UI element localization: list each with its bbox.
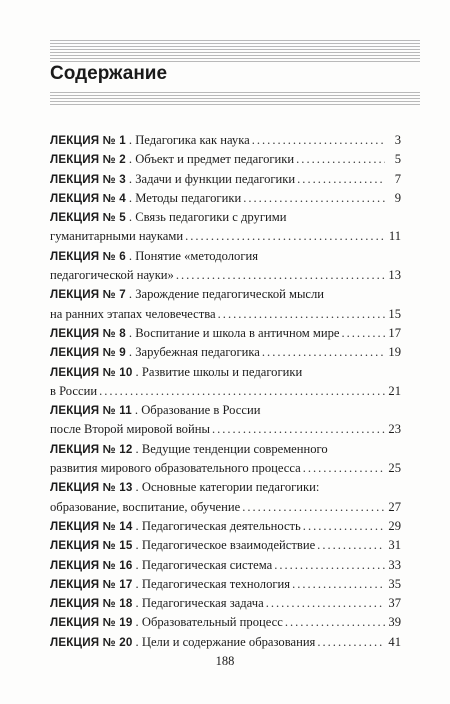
lecture-label: ЛЕКЦИЯ № 6 bbox=[50, 249, 126, 263]
toc-entry bbox=[50, 401, 401, 440]
toc-entry-line bbox=[50, 247, 401, 266]
toc-entry-line bbox=[50, 440, 401, 459]
toc-entry-line bbox=[50, 170, 401, 189]
toc-entry bbox=[50, 189, 401, 208]
lecture-title: . Педагогическое взаимодействие bbox=[135, 538, 316, 553]
lecture-title: . Основные категории педагогики: bbox=[135, 480, 320, 495]
lecture-title: . Зарубежная педагогика bbox=[128, 345, 260, 360]
toc-entry-line bbox=[50, 556, 401, 575]
entry-page-number: 31 bbox=[388, 538, 401, 553]
toc-entry bbox=[50, 556, 401, 575]
dot-leader bbox=[303, 459, 385, 478]
toc-entry bbox=[50, 131, 401, 150]
dot-leader bbox=[341, 324, 385, 343]
lecture-label: ЛЕКЦИЯ № 10 bbox=[50, 365, 133, 379]
toc-entry-line bbox=[50, 305, 401, 324]
page-number: 188 bbox=[215, 654, 235, 668]
dot-leader bbox=[185, 227, 385, 246]
lecture-label: ЛЕКЦИЯ № 9 bbox=[50, 346, 126, 360]
dot-leader bbox=[297, 170, 385, 189]
toc-entry bbox=[50, 170, 401, 189]
dot-leader bbox=[296, 150, 385, 169]
dot-leader bbox=[218, 305, 385, 324]
entry-page-number: 33 bbox=[388, 557, 401, 572]
lecture-label: ЛЕКЦИЯ № 11 bbox=[50, 404, 132, 418]
toc-entry-line bbox=[50, 459, 401, 478]
lecture-title: после Второй мировой войны bbox=[50, 422, 210, 437]
toc-entry-line bbox=[50, 227, 401, 246]
lecture-label: ЛЕКЦИЯ № 8 bbox=[50, 326, 126, 340]
toc-entry-line bbox=[50, 363, 401, 382]
toc-entry bbox=[50, 208, 401, 247]
lecture-label: ЛЕКЦИЯ № 5 bbox=[50, 211, 126, 225]
toc-entry-line bbox=[50, 382, 401, 401]
entry-page-number: 17 bbox=[388, 325, 401, 340]
toc-entry bbox=[50, 594, 401, 613]
lecture-title: на ранних этапах человечества bbox=[50, 306, 216, 321]
dot-leader bbox=[212, 420, 385, 439]
entry-page-number: 7 bbox=[394, 171, 401, 186]
entry-page-number: 29 bbox=[388, 518, 401, 533]
toc-entry-line bbox=[50, 150, 401, 169]
lecture-label: ЛЕКЦИЯ № 4 bbox=[50, 191, 126, 205]
entry-page-number: 23 bbox=[388, 422, 401, 437]
lecture-label: ЛЕКЦИЯ № 17 bbox=[50, 577, 133, 591]
toc-entry-line bbox=[50, 343, 401, 362]
table-of-contents bbox=[50, 131, 401, 652]
toc-entry bbox=[50, 536, 401, 555]
toc-entry bbox=[50, 517, 401, 536]
lecture-title: . Образование в России bbox=[134, 403, 261, 418]
lecture-title: образование, воспитание, обучение bbox=[50, 499, 241, 514]
toc-entry-line bbox=[50, 420, 401, 439]
lecture-label: ЛЕКЦИЯ № 18 bbox=[50, 597, 133, 611]
toc-entry bbox=[50, 343, 401, 362]
lecture-label: ЛЕКЦИЯ № 16 bbox=[50, 558, 133, 572]
lecture-label: ЛЕКЦИЯ № 13 bbox=[50, 481, 133, 495]
toc-entry bbox=[50, 150, 401, 169]
entry-page-number: 41 bbox=[388, 634, 401, 649]
lecture-title: . Зарождение педагогической мысли bbox=[128, 287, 325, 302]
toc-entry bbox=[50, 324, 401, 343]
toc-entry-line bbox=[50, 613, 401, 632]
toc-entry-line bbox=[50, 575, 401, 594]
lecture-label: ЛЕКЦИЯ № 15 bbox=[50, 539, 133, 553]
entry-page-number: 5 bbox=[394, 152, 401, 167]
lecture-title: . Цели и содержание образования bbox=[135, 634, 316, 649]
lecture-title: . Педагогическая технология bbox=[135, 576, 291, 591]
entry-page-number: 27 bbox=[388, 499, 401, 514]
lecture-label: ЛЕКЦИЯ № 14 bbox=[50, 519, 133, 533]
decorative-rule-top bbox=[50, 40, 420, 64]
toc-entry bbox=[50, 478, 401, 517]
dot-leader bbox=[266, 594, 385, 613]
contents-heading: Содержание bbox=[50, 62, 173, 86]
dot-leader bbox=[317, 536, 385, 555]
lecture-label: ЛЕКЦИЯ № 7 bbox=[50, 288, 126, 302]
toc-entry bbox=[50, 575, 401, 594]
toc-entry-line bbox=[50, 401, 401, 420]
entry-page-number: 21 bbox=[388, 383, 401, 398]
lecture-title: . Педагогическая система bbox=[135, 557, 273, 572]
lecture-title: . Развитие школы и педагогики bbox=[135, 364, 303, 379]
lecture-title: . Объект и предмет педагогики bbox=[128, 152, 295, 167]
decorative-rule-bottom bbox=[50, 92, 420, 106]
entry-page-number: 25 bbox=[388, 461, 401, 476]
lecture-title: в России bbox=[50, 383, 98, 398]
dot-leader bbox=[303, 517, 385, 536]
entry-page-number: 13 bbox=[388, 268, 401, 283]
lecture-title: . Воспитание и школа в античном мире bbox=[128, 325, 340, 340]
toc-entry-line bbox=[50, 208, 401, 227]
lecture-title: . Педагогическая задача bbox=[135, 596, 264, 611]
entry-page-number: 15 bbox=[388, 306, 401, 321]
lecture-title: . Задачи и функции педагогики bbox=[128, 171, 296, 186]
lecture-label: ЛЕКЦИЯ № 12 bbox=[50, 442, 133, 456]
lecture-label: ЛЕКЦИЯ № 3 bbox=[50, 172, 126, 186]
toc-entry bbox=[50, 285, 401, 324]
toc-entry bbox=[50, 247, 401, 286]
toc-entry-line bbox=[50, 633, 401, 652]
lecture-title: . Педагогическая деятельность bbox=[135, 518, 301, 533]
lecture-title: . Понятие «методология bbox=[128, 248, 259, 263]
entry-page-number: 35 bbox=[388, 576, 401, 591]
toc-entry-line bbox=[50, 517, 401, 536]
lecture-title: развития мирового образовательного процесса bbox=[50, 461, 301, 476]
lecture-label: ЛЕКЦИЯ № 2 bbox=[50, 153, 126, 167]
dot-leader bbox=[243, 189, 385, 208]
entry-page-number: 3 bbox=[394, 133, 401, 147]
toc-entry bbox=[50, 440, 401, 479]
toc-entry-line bbox=[50, 285, 401, 304]
lecture-label: ЛЕКЦИЯ № 19 bbox=[50, 616, 133, 630]
entry-page-number: 39 bbox=[388, 615, 401, 630]
lecture-title: . Методы педагогики bbox=[128, 190, 242, 205]
toc-entry bbox=[50, 633, 401, 652]
lecture-title: . Связь педагогики с другими bbox=[128, 210, 287, 225]
lecture-title: гуманитарными науками bbox=[50, 229, 184, 244]
toc-entry-line bbox=[50, 189, 401, 208]
lecture-label: ЛЕКЦИЯ № 1 bbox=[50, 134, 126, 147]
toc-entry-line bbox=[50, 324, 401, 343]
dot-leader bbox=[252, 131, 385, 150]
dot-leader bbox=[99, 382, 385, 401]
dot-leader bbox=[317, 633, 385, 652]
lecture-title: . Образовательный процесс bbox=[135, 615, 283, 630]
entry-page-number: 11 bbox=[388, 229, 401, 244]
toc-entry-line bbox=[50, 131, 401, 150]
toc-entry-line bbox=[50, 536, 401, 555]
entry-page-number: 37 bbox=[388, 596, 401, 611]
toc-entry-line bbox=[50, 594, 401, 613]
dot-leader bbox=[242, 498, 385, 517]
entry-page-number: 19 bbox=[388, 345, 401, 360]
toc-entry bbox=[50, 363, 401, 402]
lecture-title: педагогической науки» bbox=[50, 268, 174, 283]
toc-entry-line bbox=[50, 266, 401, 285]
dot-leader bbox=[176, 266, 385, 285]
lecture-title: . Педагогика как наука bbox=[128, 133, 250, 147]
dot-leader bbox=[262, 343, 385, 362]
toc-entry-line bbox=[50, 498, 401, 517]
lecture-title: . Ведущие тенденции современного bbox=[135, 441, 328, 456]
lecture-label: ЛЕКЦИЯ № 20 bbox=[50, 635, 133, 649]
dot-leader bbox=[285, 613, 385, 632]
dot-leader bbox=[292, 575, 385, 594]
toc-entry bbox=[50, 613, 401, 632]
entry-page-number: 9 bbox=[394, 190, 401, 205]
toc-entry-line bbox=[50, 478, 401, 497]
dot-leader bbox=[274, 556, 385, 575]
